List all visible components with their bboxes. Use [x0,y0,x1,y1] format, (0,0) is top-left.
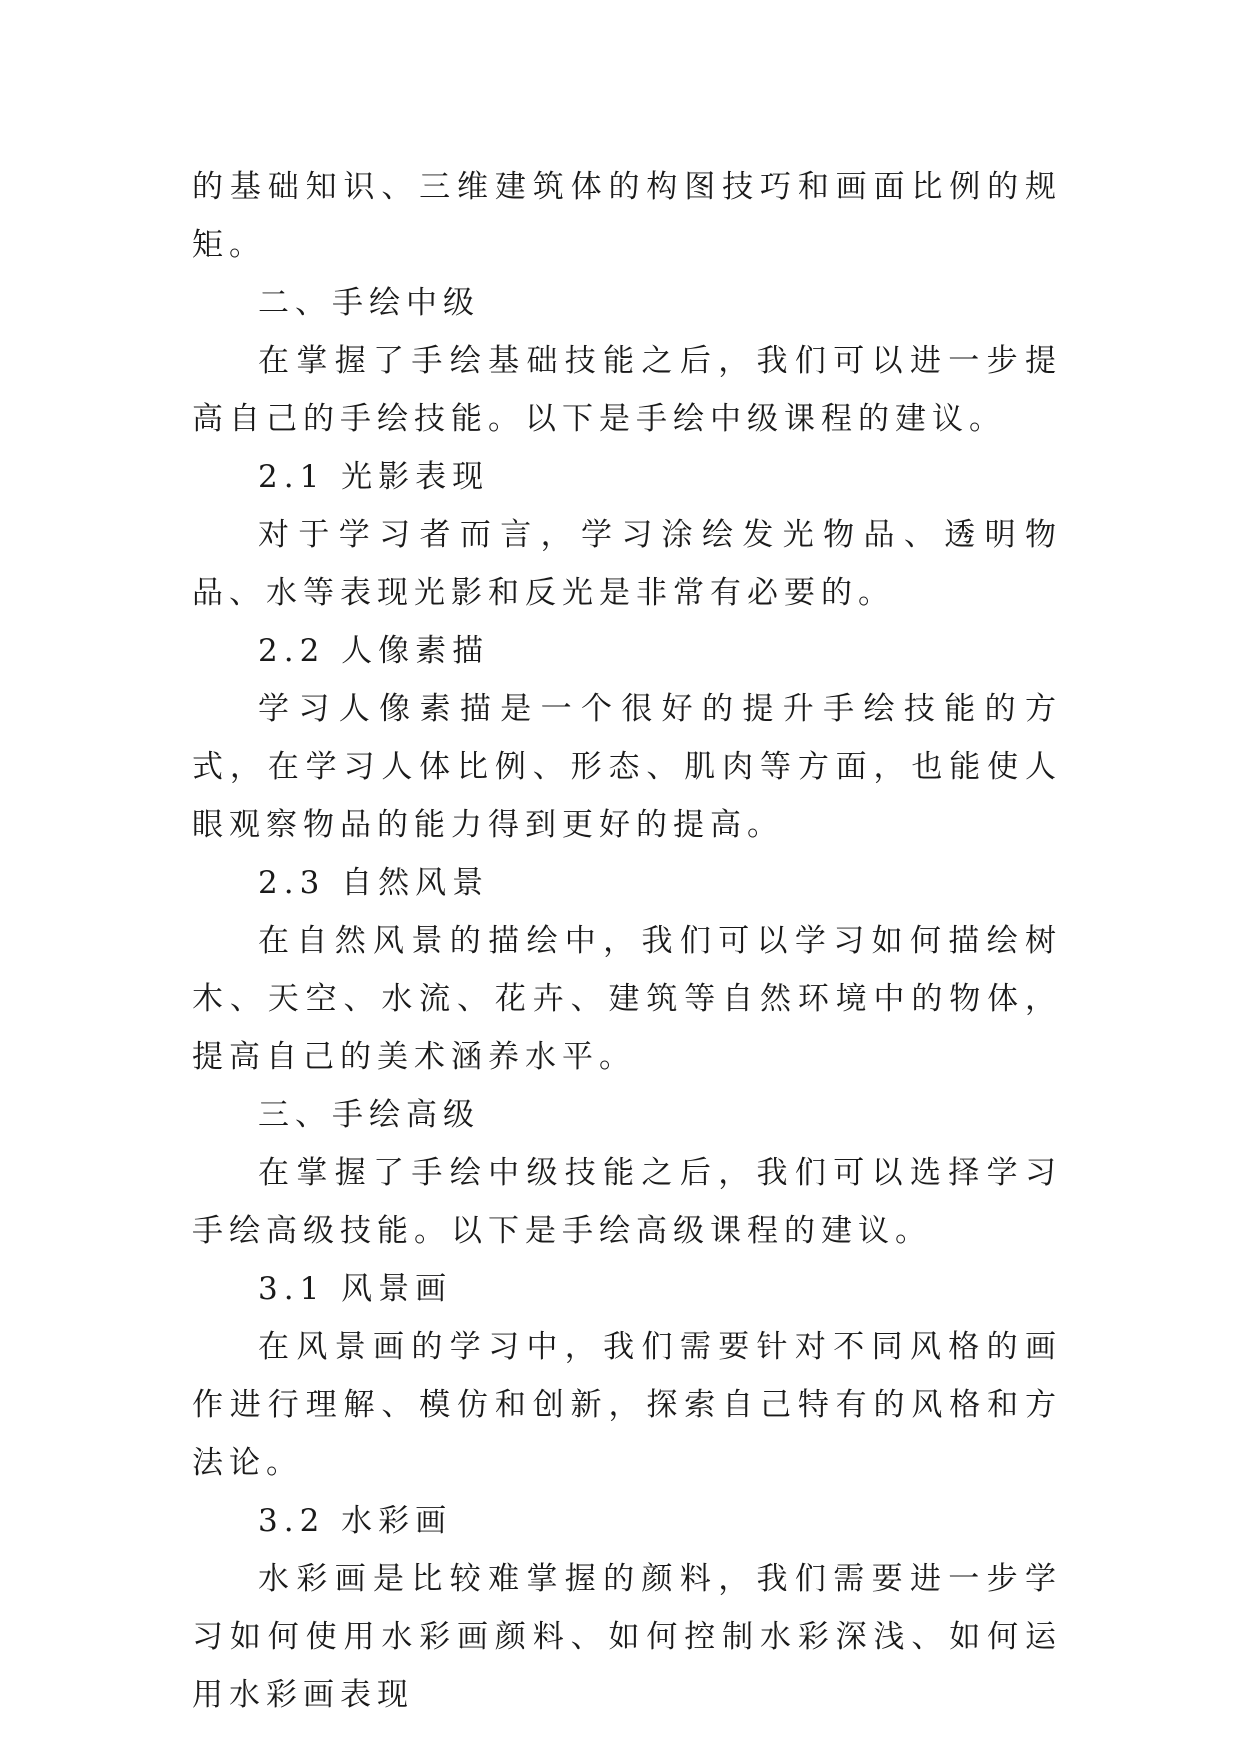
subsection-heading-2-3: 2.3 自然风景 [258,865,490,901]
subsection-heading-2-1: 2.1 光影表现 [258,459,490,495]
subsection-heading-3-1: 3.1 风景画 [258,1271,453,1307]
subsection-heading-3-2: 3.2 水彩画 [258,1503,453,1539]
paragraph: 在掌握了手绘基础技能之后，我们可以进一步提高自己的手绘技能。以下是手绘中级课程的建议。 [192,343,1062,437]
paragraph-continuation: 的基础知识、三维建筑体的构图技巧和画面比例的规矩。 [192,169,1062,263]
paragraph: 在风景画的学习中，我们需要针对不同风格的画作进行理解、模仿和创新，探索自己特有的风格和方法论。 [192,1329,1062,1481]
paragraph: 在自然风景的描绘中，我们可以学习如何描绘树木、天空、水流、花卉、建筑等自然环境中的物体，提高自己的美术涵养水平。 [192,923,1062,1075]
paragraph: 在掌握了手绘中级技能之后，我们可以选择学习手绘高级技能。以下是手绘高级课程的建议。 [192,1155,1062,1249]
paragraph: 水彩画是比较难掌握的颜料，我们需要进一步学习如何使用水彩画颜料、如何控制水彩深浅、如何运用水彩画表现 [192,1561,1062,1713]
paragraph: 对于学习者而言，学习涂绘发光物品、透明物品、水等表现光影和反光是非常有必要的。 [192,517,1062,611]
section-heading-2: 二、手绘中级 [258,285,480,321]
document-body [192,158,1062,1724]
section-heading-3: 三、手绘高级 [258,1097,480,1133]
paragraph: 学习人像素描是一个很好的提升手绘技能的方式，在学习人体比例、形态、肌肉等方面，也能使人眼观察物品的能力得到更好的提高。 [192,691,1062,843]
subsection-heading-2-2: 2.2 人像素描 [258,633,490,669]
